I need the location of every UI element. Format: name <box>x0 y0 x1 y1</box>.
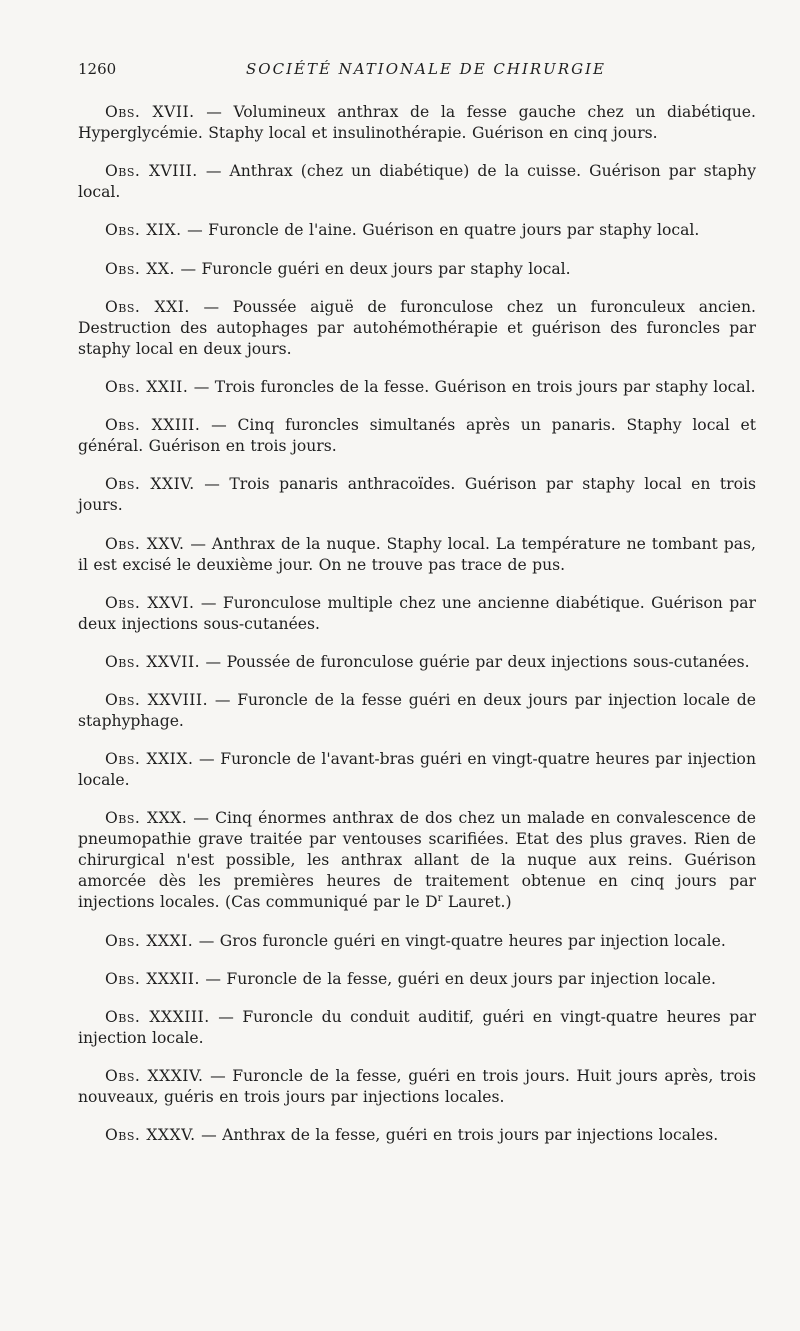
page-number: 1260 <box>78 60 117 78</box>
observation-paragraph <box>78 690 756 732</box>
observation-label: Obs. XXXV. <box>105 1126 196 1145</box>
observation-text: — Furoncle de l'aine. Guérison en quatre jours par staphy local. <box>181 221 700 240</box>
observation-paragraph <box>78 931 756 952</box>
observation-text-tail: Lauret.) <box>442 893 512 912</box>
observation-label: Obs. XXIV. <box>105 475 195 494</box>
observation-text: — Anthrax de la fesse, guéri en trois jours par injections locales. <box>195 1126 719 1145</box>
observation-label: Obs. XXXI. <box>105 931 194 950</box>
observation-text: — Furoncle de la fesse guéri en deux jours par injection locale de staphyphage. <box>78 691 756 731</box>
running-title: SOCIÉTÉ NATIONALE DE CHIRURGIE <box>246 60 606 78</box>
observation-paragraph <box>78 377 756 398</box>
observation-paragraph <box>78 474 756 516</box>
observation-text: — Gros furoncle guéri en vingt-quatre heures par injection locale. <box>193 931 726 950</box>
observation-text: — Furonculose multiple chez une ancienne diabétique. Guérison par deux injections sous-cutanées. <box>78 593 756 633</box>
observation-label: Obs. XVIII. <box>105 162 198 181</box>
observation-paragraph <box>78 808 756 913</box>
observation-paragraph <box>78 220 756 241</box>
observation-label: Obs. XXVI. <box>105 593 195 612</box>
observation-paragraph <box>78 1066 756 1108</box>
observation-paragraph <box>78 969 756 990</box>
observation-text: — Poussée aiguë de furonculose chez un furonculeux ancien. Destruction des autophages par autohémothérapie et guérison des furoncles par staphy local en deux jours. <box>78 297 757 358</box>
observation-text: — Furoncle guéri en deux jours par staphy local. <box>174 259 571 278</box>
observation-text: — Cinq furoncles simultanés après un panaris. Staphy local et général. Guérison en trois jours. <box>78 416 756 456</box>
observation-label: Obs. XXIX. <box>105 750 194 769</box>
observation-label: Obs. XXI. <box>105 297 190 316</box>
observation-paragraph <box>78 415 756 457</box>
page-header <box>78 60 754 82</box>
observation-paragraph <box>78 1007 756 1049</box>
observation-label: Obs. XIX. <box>105 221 182 240</box>
observation-label: Obs. XXXIII. <box>105 1008 210 1026</box>
observation-label: Obs. XXXIV. <box>105 1067 204 1086</box>
observation-paragraph <box>78 1125 756 1146</box>
observation-paragraph <box>78 297 756 360</box>
superscript-r: r <box>437 893 443 905</box>
observation-text: — Cinq énormes anthrax de dos chez un malade en convalescence de pneumopathie grave traitée par ventouses scarifiées. Etat des plus graves. Rien de chirurgical n'est possible, les anthrax allant de la nuque aux reins. Guérison amorcée dès les premières heures de traitement obtenue en cinq jours par injections locales. (Cas communiqué par le D <box>78 809 756 912</box>
observation-label: Obs. XXX. <box>105 809 188 828</box>
observation-paragraph <box>78 161 756 203</box>
observation-paragraph <box>78 749 756 791</box>
observation-text: — Anthrax de la nuque. Staphy local. La température ne tombant pas, il est excisé le deuxième jour. On ne trouve pas trace de pus. <box>78 534 756 574</box>
observation-paragraph <box>78 534 756 576</box>
observation-paragraph <box>78 593 756 635</box>
observation-label: Obs. XXVII. <box>105 652 201 671</box>
observation-paragraph <box>78 652 756 673</box>
document-body <box>78 102 756 1164</box>
observation-text: — Furoncle de la fesse, guéri en trois jours. Huit jours après, trois nouveaux, guéris en trois jours par injections locales. <box>78 1067 756 1107</box>
observation-label: Obs. XXV. <box>105 534 185 553</box>
observation-text: — Trois furoncles de la fesse. Guérison en trois jours par staphy local. <box>188 377 756 396</box>
observation-label: Obs. XXIII. <box>105 416 201 435</box>
observation-text: — Anthrax (chez un diabétique) de la cuisse. Guérison par staphy local. <box>78 162 757 202</box>
observation-label: Obs. XXII. <box>105 377 189 396</box>
observation-label: Obs. XXVIII. <box>105 691 209 710</box>
observation-label: Obs. XVII. <box>105 103 195 121</box>
observation-text: — Furoncle de l'avant-bras guéri en vingt-quatre heures par injection locale. <box>78 750 756 790</box>
observation-text: — Trois panaris anthracoïdes. Guérison par staphy local en trois jours. <box>78 475 756 515</box>
observation-paragraph <box>78 102 756 144</box>
observation-label: Obs. XXXII. <box>105 969 200 988</box>
observation-text: — Poussée de furonculose guérie par deux injections sous-cutanées. <box>200 652 750 671</box>
observation-label: Obs. XX. <box>105 259 175 278</box>
observation-text: — Furoncle du conduit auditif, guéri en vingt-quatre heures par injection locale. <box>78 1008 756 1047</box>
observation-text: — Furoncle de la fesse, guéri en deux jours par injection locale. <box>199 969 716 988</box>
observation-text: — Volumineux anthrax de la fesse gauche chez un diabétique. Hyperglycémie. Staphy local et insulinothérapie. Guérison en cinq jours. <box>78 103 756 142</box>
observation-paragraph <box>78 259 756 280</box>
